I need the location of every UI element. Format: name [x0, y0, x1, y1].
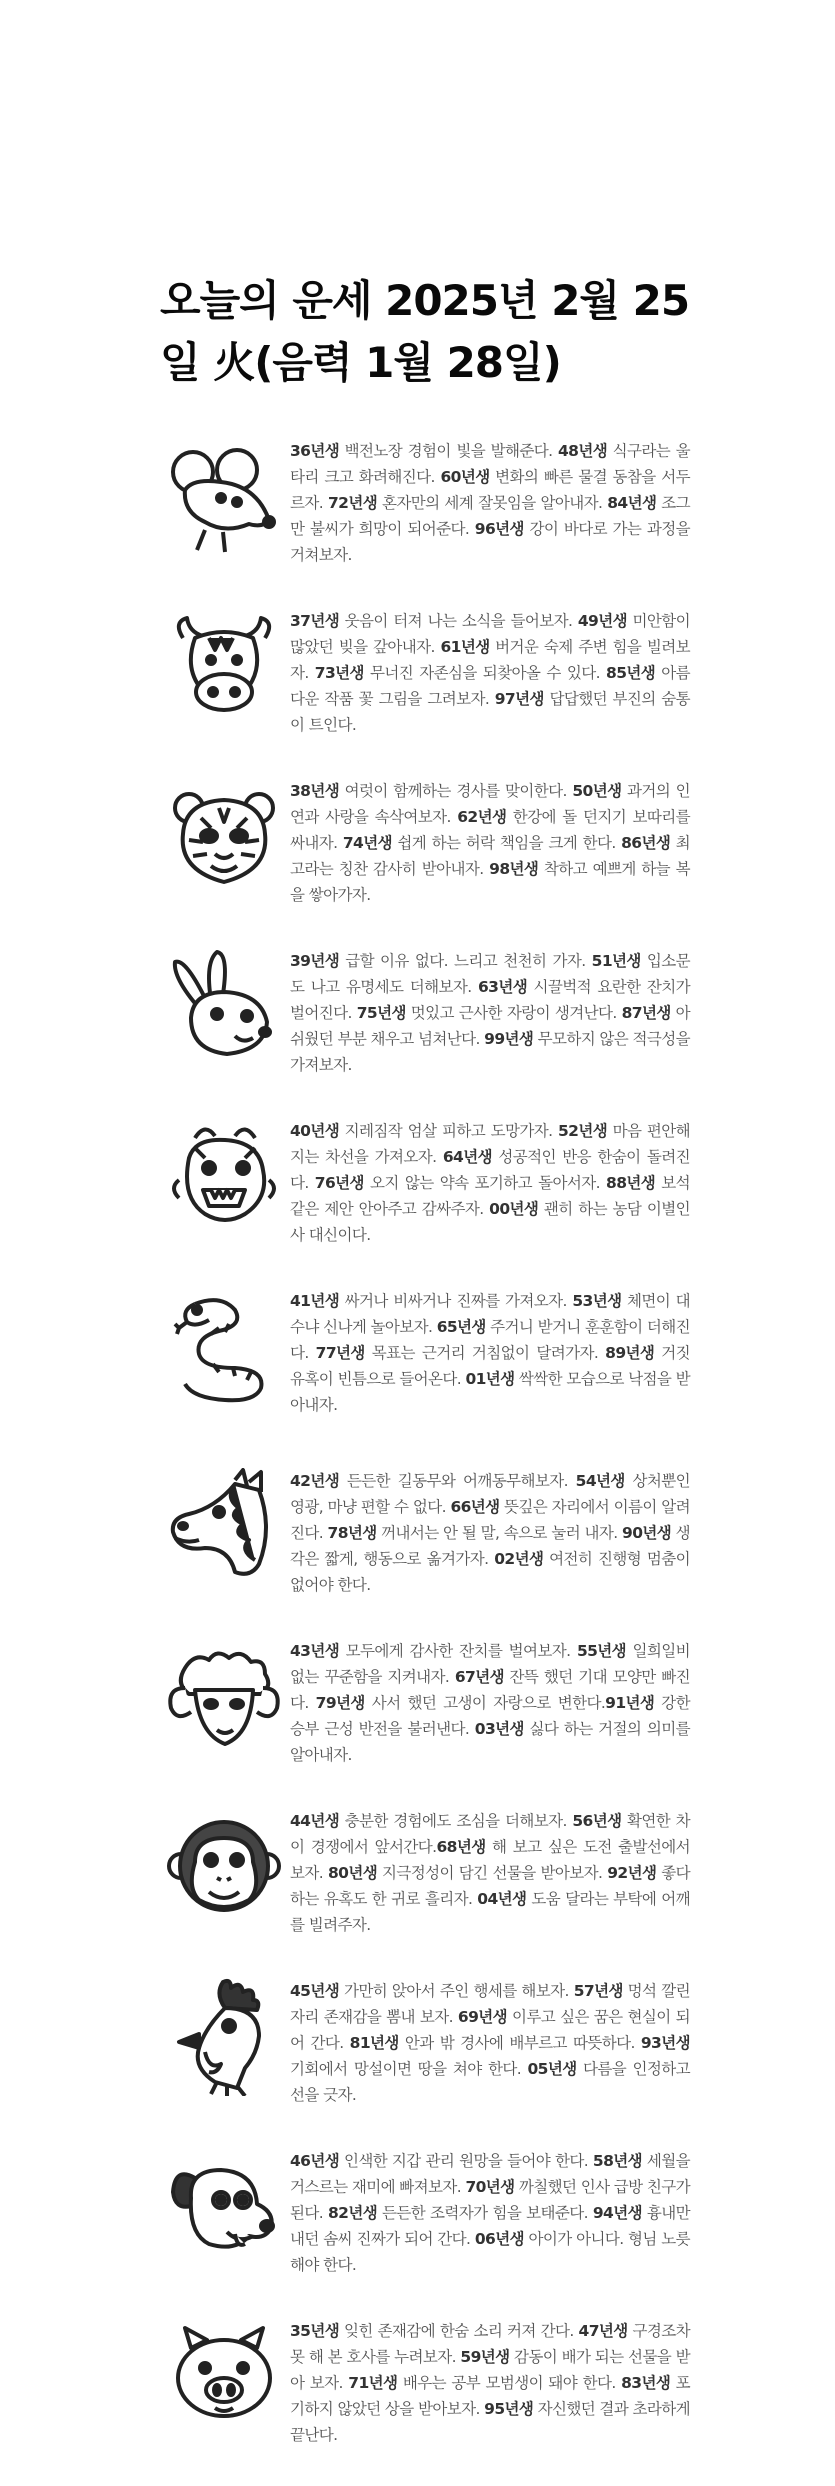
fortune-text: 44년생 충분한 경험에도 조심을 더해보자. 56년생 확연한 차이 경쟁에서 앞서간다.68년생 해 보고 싶은 도전 출발선에서 보자. 80년생 지극정성이 담긴 선물을 받아보자. 92년생 좋다 하는 유혹도 한 귀로 흘리자. 04년생 도움 달라는 부탁에 어깨를 빌려주자. — [290, 1812, 691, 1934]
fortune-entry-rooster — [165, 1978, 691, 2146]
fortune-entry-rabbit — [165, 948, 691, 1116]
page-title: 오늘의 운세 2025년 2월 25일 火(음력 1월 28일) — [160, 276, 690, 387]
fortune-text: 40년생 지레짐작 엄살 피하고 도망가자. 52년생 마음 편안해지는 차선을 가져오자. 64년생 성공적인 반응 한숨이 돌려진다. 76년생 오지 않는 약속 포기하고 돌아서자. 88년생 보석 같은 제안 안아주고 감싸주자. 00년생 괜히 하는 농담 이별인사 대신이다. — [290, 1122, 690, 1244]
fortune-text: 45년생 가만히 앉아서 주인 행세를 해보자. 57년생 멍석 깔린 자리 존재감을 뽐내 보자. 69년생 이루고 싶은 꿈은 현실이 되어 간다. 81년생 안과 밖 경사에 배부르고 따뜻하다. 93년생 기회에서 망설이면 땅을 쳐야 한다. 05년생 다름을 인정하고 선을 긋자. — [290, 1982, 691, 2104]
fortune-text: 43년생 모두에게 감사한 잔치를 벌여보자. 55년생 일희일비 없는 꾸준함을 지켜내자. 67년생 잔뜩 했던 기대 모양만 빠진다. 79년생 사서 했던 고생이 자랑으로 변한다.91년생 강한 승부 근성 반전을 불러낸다. 03년생 싫다 하는 거절의 의미를 알아내자. — [290, 1642, 691, 1764]
fortune-entry-monkey — [165, 1808, 691, 1976]
horse-icon — [165, 1468, 283, 1586]
fortune-text: 39년생 급할 이유 없다. 느리고 천천히 가자. 51년생 입소문도 나고 유명세도 더해보자. 63년생 시끌벅적 요란한 잔치가 벌어진다. 75년생 멋있고 근사한 자랑이 생겨난다. 87년생 아쉬웠던 부분 채우고 넘쳐난다. 99년생 무모하지 않은 적극성을 가져보자. — [290, 952, 691, 1074]
fortune-entry-snake — [165, 1288, 691, 1456]
dragon-icon — [165, 1118, 283, 1236]
fortune-entry-ox — [165, 608, 690, 776]
rat-icon — [165, 438, 283, 556]
fortune-text: 37년생 웃음이 터져 나는 소식을 들어보자. 49년생 미안함이 많았던 빚을 갚아내자. 61년생 버거운 숙제 주변 힘을 빌려보자. 73년생 무너진 자존심을 되찾아올 수 있다. 85년생 아름다운 작품 꽃 그림을 그려보자. 97년생 답답했던 부진의 숨통이 트인다. — [290, 612, 690, 734]
fortune-text: 38년생 여럿이 함께하는 경사를 맞이한다. 50년생 과거의 인연과 사랑을 속삭여보자. 62년생 한강에 돌 던지기 보따리를 싸내자. 74년생 쉽게 하는 허락 책임을 크게 한다. 86년생 최고라는 칭찬 감사히 받아내자. 98년생 착하고 예쁘게 하늘 복을 쌓아가자. — [290, 782, 691, 904]
fortune-entry-dragon — [165, 1118, 690, 1286]
fortune-entry-rat — [165, 438, 690, 606]
fortune-entry-horse — [165, 1468, 690, 1636]
fortune-entry-tiger — [165, 778, 691, 946]
snake-icon — [165, 1288, 283, 1406]
monkey-icon — [165, 1808, 283, 1926]
fortune-entry-pig — [165, 2318, 691, 2486]
ox-icon — [165, 608, 283, 726]
fortune-text: 41년생 싸거나 비싸거나 진짜를 가져오자. 53년생 체면이 대수냐 신나게 놀아보자. 65년생 주거니 받거니 훈훈함이 더해진다. 77년생 목표는 근거리 거침없이 달려가자. 89년생 거짓 유혹이 빈틈으로 들어온다. 01년생 싹싹한 모습으로 낙점을 받아내자. — [290, 1292, 691, 1414]
sheep-icon — [165, 1638, 283, 1756]
fortune-text: 36년생 백전노장 경험이 빛을 발해준다. 48년생 식구라는 울타리 크고 화려해진다. 60년생 변화의 빠른 물결 동참을 서두르자. 72년생 혼자만의 세계 잘못임을 알아내자. 84년생 조그만 불씨가 희망이 되어준다. 96년생 강이 바다로 가는 과정을 거쳐보자. — [290, 442, 690, 564]
fortune-entry-sheep — [165, 1638, 691, 1806]
fortune-text: 35년생 잊힌 존재감에 한숨 소리 커져 간다. 47년생 구경조차 못 해 본 호사를 누려보자. 59년생 감동이 배가 되는 선물을 받아 보자. 71년생 배우는 공부 모범생이 돼야 한다. 83년생 포기하지 않았던 상을 받아보자. 95년생 자신했던 결과 초라하게 끝난다. — [290, 2322, 691, 2444]
rabbit-icon — [165, 948, 283, 1066]
fortune-entry-dog — [165, 2148, 690, 2316]
fortune-text: 46년생 인색한 지갑 관리 원망을 들어야 한다. 58년생 세월을 거스르는 재미에 빠져보자. 70년생 까칠했던 인사 급방 친구가 된다. 82년생 든든한 조력자가 힘을 보태준다. 94년생 흉내만 내던 솜씨 진짜가 되어 간다. 06년생 아이가 아니다. 형님 노릇 해야 한다. — [290, 2152, 690, 2274]
dog-icon — [165, 2148, 283, 2266]
pig-icon — [165, 2318, 283, 2436]
tiger-icon — [165, 778, 283, 896]
rooster-icon — [165, 1978, 283, 2096]
fortune-text: 42년생 든든한 길동무와 어깨동무해보자. 54년생 상처뿐인 영광, 마냥 편할 수 없다. 66년생 뜻깊은 자리에서 이름이 알려진다. 78년생 꺼내서는 안 될 말, 속으로 눌러 내자. 90년생 생각은 짧게, 행동으로 옮겨가자. 02년생 여전히 진행형 멈춤이 없어야 한다. — [290, 1472, 690, 1594]
